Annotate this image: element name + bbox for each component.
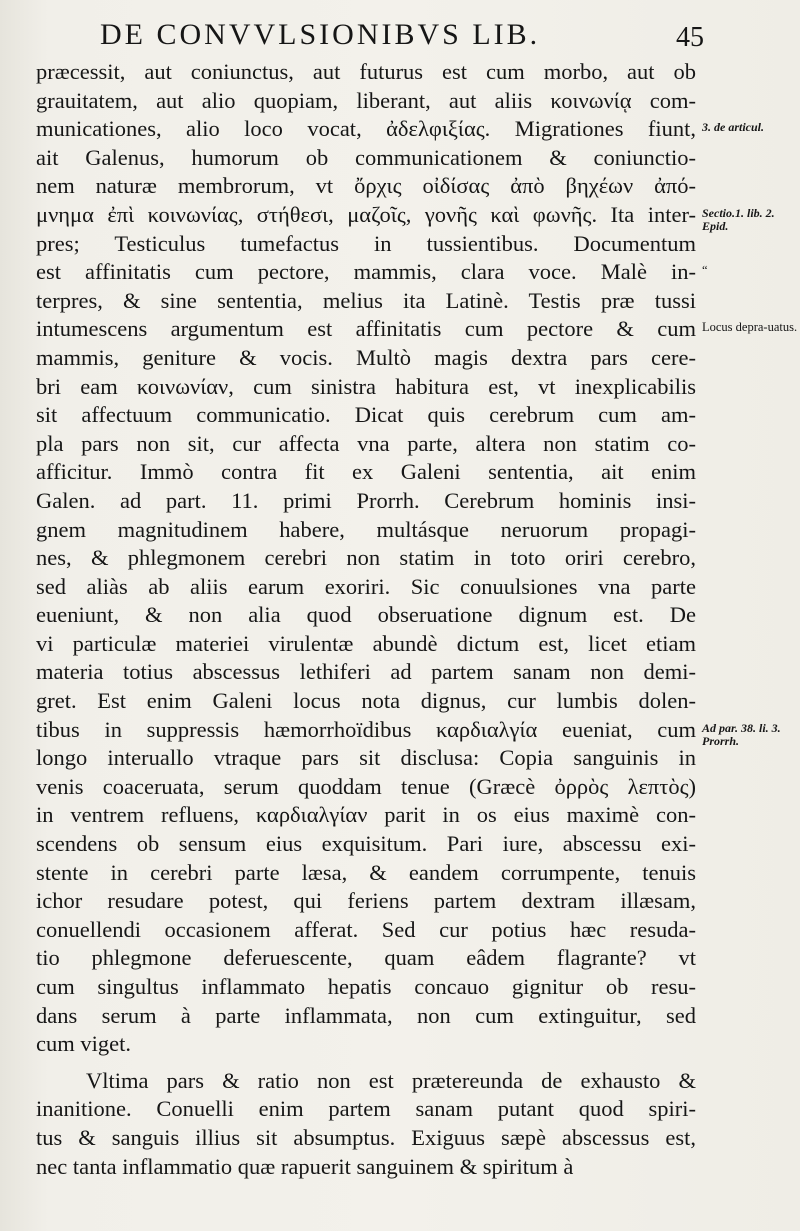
text-line: tio phlegmone deferuescente, quam eâdem flagrante? vt	[36, 945, 696, 971]
text-line: intumescens argumentum est affinitatis cum pectore & cum	[36, 316, 696, 342]
text-line: mammis, geniture & vocis. Multò magis dextra pars cere-	[36, 344, 696, 370]
text-line: dans serum à parte inflammata, non cum extinguitur, sed	[36, 1002, 696, 1028]
margin-note: Ad par. 38. li. 3. Prorrh.	[702, 720, 781, 748]
margin-note: Sectio.1. lib. 2. Epid.	[702, 206, 775, 233]
text-line: sed aliàs ab aliis earum exoriri. Sic conuulsiones vna parte	[36, 573, 696, 599]
text-line: præcessit, aut coniunctus, aut futurus est cum morbo, aut ob	[36, 59, 696, 84]
text-line: ichor resudare potest, qui feriens partem dextram illæsam,	[36, 888, 696, 914]
text-line: Vltima pars & ratio non est prætereunda de exhausto &	[86, 1067, 696, 1093]
text-line: nec tanta inflammatio quæ rapuerit sanguinem & spiritum à	[36, 1153, 574, 1179]
body-text	[36, 58, 696, 1181]
text-line: vi particulæ materiei virulentæ abundè dictum est, licet etiam	[36, 630, 696, 656]
margin-note: 3. de articul.	[702, 120, 764, 135]
text-line: venis coaceruata, serum quoddam tenue (Græcè ὀρρὸς λεπτὸς)	[36, 773, 696, 799]
text-line: nem naturæ membrorum, vt ὄρχις οἰδίσας ἀπὸ βηχέων ἀπό-	[36, 173, 696, 199]
text-line: stente in cerebri parte læsa, & eandem corrumpente, tenuis	[36, 859, 696, 885]
text-line: gnem magnitudinem habere, multásque neruorum propagi-	[36, 516, 696, 542]
text-line: cum singultus inflammato hepatis concauo gignitur ob resu-	[36, 974, 696, 999]
text-line: cum viget.	[36, 1031, 131, 1057]
text-line: gret. Est enim Galeni locus nota dignus, cur lumbis dolen-	[36, 688, 696, 714]
margin-note: “	[702, 263, 708, 278]
text-line: pla pars non sit, cur affecta vna parte, altera non statim co-	[36, 430, 696, 456]
text-line: Galen. ad part. 11. primi Prorrh. Cerebrum hominis insi-	[36, 487, 696, 513]
text-line: tibus in suppressis hæmorrhoïdibus καρδιαλγία eueniat, cum	[36, 716, 696, 742]
text-line: nes, & phlegmonem cerebri non statim in toto oriri cerebro,	[36, 545, 696, 571]
text-line: in ventrem refluens, καρδιαλγίαν parit in os eius maximè con-	[36, 802, 696, 828]
page-header	[100, 18, 704, 58]
text-line: pres; Testiculus tumefactus in tussientibus. Documentum	[36, 230, 696, 256]
text-line: longo interuallo vtraque pars sit disclusa: Copia sanguinis in	[36, 745, 696, 771]
text-line: terpres, & sine sententia, melius ita Latinè. Testis præ tussi	[36, 287, 696, 313]
margin-note: Locus depra-uatus.	[702, 320, 798, 335]
text-line: est affinitatis cum pectore, mammis, clara voce. Malè in-	[36, 259, 696, 285]
text-line: bri eam κοινωνίαν, cum sinistra habitura est, vt inexplicabilis	[36, 373, 696, 399]
text-line: sit affectuum communicatio. Dicat quis cerebrum cum am-	[36, 402, 696, 428]
running-title: DE CONVVLSIONIBVS LIB.	[100, 18, 541, 51]
text-line: eueniunt, & non alia quod obseruatione dignum est. De	[36, 602, 696, 628]
text-line: municationes, alio loco vocat, ἀδελφιξίας. Migrationes fiunt,	[36, 116, 696, 142]
text-line: conuellendi occasionem afferat. Sed cur potius hæc resuda-	[36, 916, 696, 942]
text-line: scendens ob sensum eius exquisitum. Pari iure, abscessu exi-	[36, 831, 696, 857]
text-line: afficitur. Immò contra fit ex Galeni sententia, ait enim	[36, 459, 696, 485]
text-line: grauitatem, aut alio quopiam, liberant, aut aliis κοινωνίᾳ com-	[36, 87, 696, 113]
text-line: μνημα ἐπὶ κοινωνίας, στήθεσι, μαζοῖς, γονῆς καὶ φωνῆς. Ita inter-	[36, 201, 696, 227]
text-line: materia totius abscessus lethiferi ad partem sanam non demi-	[36, 659, 696, 685]
text-line: tus & sanguis illius sit absumptus. Exiguus sæpè abscessus est,	[36, 1124, 696, 1150]
text-line: inanitione. Conuelli enim partem sanam putant quod spiri-	[36, 1096, 696, 1122]
text-line: ait Galenus, humorum ob communicationem & coniunctio-	[36, 144, 696, 170]
page-number: 45	[676, 22, 704, 53]
